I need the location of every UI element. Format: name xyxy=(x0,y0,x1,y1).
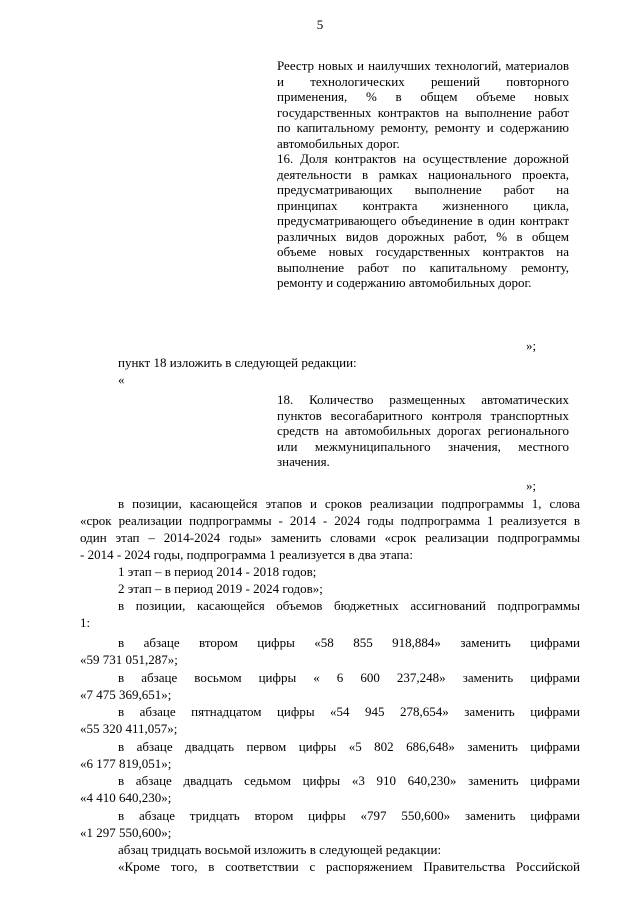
open-quote: « xyxy=(118,372,125,387)
paragraph-line: - 2014 - 2024 годы, подпрограмма 1 реализуется в два этапа: xyxy=(80,547,413,562)
page-number: 5 xyxy=(316,17,324,32)
point-18-intro: пункт 18 изложить в следующей редакции: xyxy=(118,355,357,370)
stage-2-line: 2 этап – в период 2019 - 2024 годов»; xyxy=(118,581,323,596)
paragraph-line: 1: xyxy=(80,615,91,630)
indicator-item-18: 18. Количество размещенных автоматических пунктов весогабаритного контроля транспортных средств на автомобильных дорогах регионального или межмуниципального значения, местного значения. xyxy=(277,392,569,469)
paragraph-line: в абзаце двадцать первом цифры «5 802 686,648» заменить цифрами xyxy=(118,739,580,754)
paragraph-line: «срок реализации подпрограммы - 2014 - 2024 годы подпрограмма 1 реализуется в xyxy=(80,513,580,528)
close-quote: »; xyxy=(526,478,537,493)
paragraph-line: «55 320 411,057»; xyxy=(80,721,178,736)
paragraph-line: в позиции, касающейся этапов и сроков реализации подпрограммы 1, слова xyxy=(118,496,580,511)
indicator-item-16: 16. Доля контрактов на осуществление дорожной деятельности в рамках национального проекта, предусматривающих выполнение работ на принципах контракта жизненного цикла, предусматривающего объединение в один контракт различных видов дорожных работ, % в общем объеме новых государственных контрактов на выполнение работ по капитальному ремонту, ремонту и содержанию автомобильных дорог. xyxy=(277,151,569,290)
paragraph-line: в абзаце втором цифры «58 855 918,884» заменить цифрами xyxy=(118,635,580,650)
paragraph-line: в абзаце пятнадцатом цифры «54 945 278,654» заменить цифрами xyxy=(118,704,580,719)
paragraph-line: «Кроме того, в соответствии с распоряжением Правительства Российской xyxy=(118,859,580,874)
close-quote: »; xyxy=(526,338,537,353)
stage-1-line: 1 этап – в период 2014 - 2018 годов; xyxy=(118,564,317,579)
paragraph-line: в позиции, касающейся объемов бюджетных ассигнований подпрограммы xyxy=(118,598,580,613)
paragraph-line: «6 177 819,051»; xyxy=(80,756,172,771)
paragraph-line: «4 410 640,230»; xyxy=(80,790,172,805)
paragraph-line: «7 475 369,651»; xyxy=(80,687,172,702)
paragraph-line: «59 731 051,287»; xyxy=(80,652,178,667)
paragraph-line: в абзаце двадцать седьмом цифры «3 910 640,230» заменить цифрами xyxy=(118,773,580,788)
paragraph-line: в абзаце тридцать втором цифры «797 550,600» заменить цифрами xyxy=(118,808,580,823)
paragraph-line: в абзаце восьмом цифры « 6 600 237,248» заменить цифрами xyxy=(118,670,580,685)
paragraph-line: один этап – 2014-2024 годы» заменить словами «срок реализации подпрограммы xyxy=(80,530,580,545)
paragraph-line: «1 297 550,600»; xyxy=(80,825,172,840)
paragraph-line: абзац тридцать восьмой изложить в следующей редакции: xyxy=(118,842,442,857)
indicator-item-15: Реестр новых и наилучших технологий, материалов и технологических решений повторного применения, % в общем объеме новых государственных контрактов на выполнение работ по капитальному ремонту, ремонту и содержанию автомобильных дорог. xyxy=(277,58,569,151)
